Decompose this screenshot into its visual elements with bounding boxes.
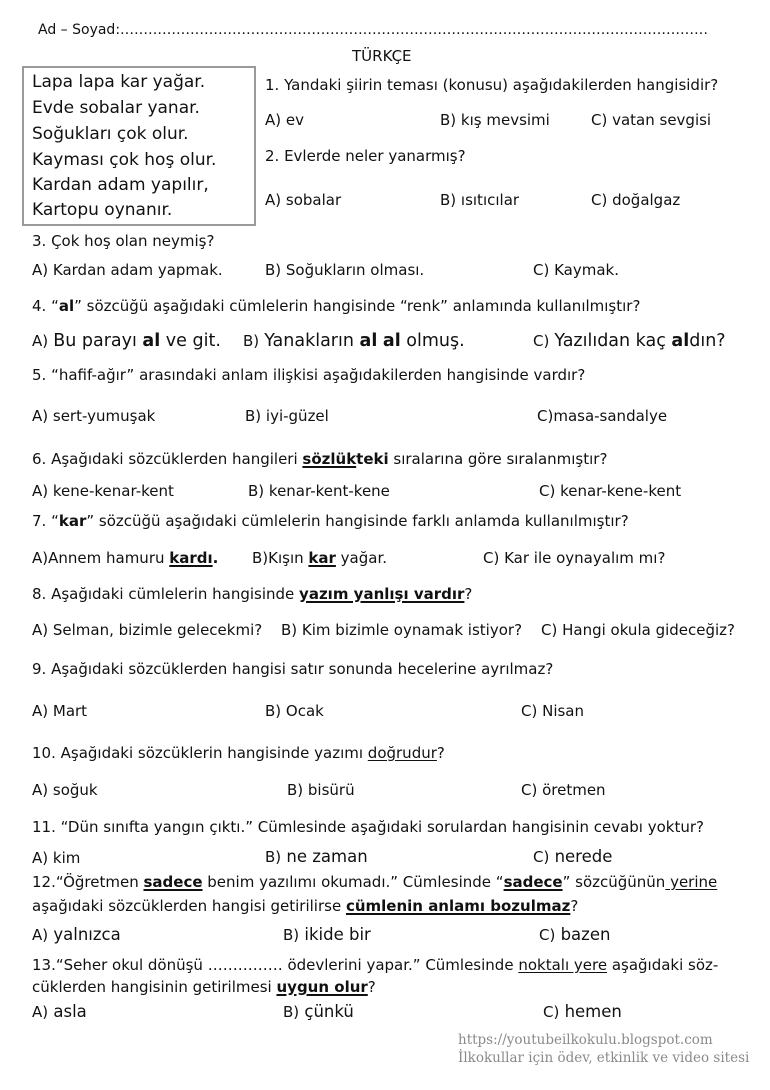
q4-option-a: A) Bu parayı al ve git. — [32, 331, 221, 351]
question-2: 2. Evlerde neler yanarmış? — [265, 147, 466, 165]
q10-option-b: B) bisürü — [287, 781, 355, 799]
q9-option-a: A) Mart — [32, 702, 88, 720]
q11-option-a: A) kim — [32, 849, 81, 867]
q3-option-a: A) Kardan adam yapmak. — [32, 261, 223, 279]
question-12-line-2: aşağıdaki sözcüklerden hangisi getirilirse cümlenin anlamı bozulmaz? — [32, 897, 579, 915]
q7-option-b: B)Kışın kar yağar. — [252, 549, 388, 567]
question-10: 10. Aşağıdaki sözcüklerin hangisinde yazımı doğrudur? — [32, 744, 445, 762]
q8-option-a: A) Selman, bizimle gelecekmi? — [32, 621, 263, 639]
q3-option-c: C) Kaymak. — [533, 261, 619, 279]
q1-option-a: A) ev — [265, 111, 304, 129]
poem-line: Lapa lapa kar yağar. — [32, 72, 206, 92]
q6-option-b: B) kenar-kent-kene — [248, 482, 390, 500]
q5-option-a: A) sert-yumuşak — [32, 407, 156, 425]
poem-line: Soğukları çok olur. — [32, 124, 189, 144]
name-field-label: Ad – Soyad:……………………………………………………………………………………………………………… — [38, 22, 709, 38]
q5-option-b: B) iyi-güzel — [245, 407, 329, 425]
poem-box — [22, 66, 256, 226]
question-12: 12.“Öğretmen sadece benim yazılımı okumadı.” Cümlesinde “sadece” sözcüğünün yerine — [32, 873, 718, 891]
q13-option-a: A) asla — [32, 1002, 87, 1021]
q12-option-b: B) ikide bir — [283, 925, 371, 944]
q1-option-b: B) kış mevsimi — [440, 111, 550, 129]
q13-option-c: C) hemen — [543, 1002, 622, 1021]
q8-option-b: B) Kim bizimle oynamak istiyor? — [281, 621, 523, 639]
question-5: 5. “hafif-ağır” arasındaki anlam ilişkisi aşağıdakilerden hangisinde vardır? — [32, 366, 586, 384]
question-9: 9. Aşağıdaki sözcüklerden hangisi satır sonunda hecelerine ayrılmaz? — [32, 660, 554, 678]
poem-line: Kartopu oynanır. — [32, 200, 173, 220]
q2-option-b: B) ısıtıcılar — [440, 191, 520, 209]
poem-line: Kardan adam yapılır, — [32, 175, 209, 195]
q6-option-a: A) kene-kenar-kent — [32, 482, 174, 500]
question-13: 13.“Seher okul dönüşü …………… ödevlerini yapar.” Cümlesinde noktalı yere aşağıdaki söz- — [32, 956, 719, 974]
page-title: TÜRKÇE — [352, 47, 412, 65]
q13-option-b: B) çünkü — [283, 1002, 354, 1021]
q10-option-c: C) öretmen — [521, 781, 606, 799]
q11-option-c: C) nerede — [533, 847, 613, 866]
q8-option-c: C) Hangi okula gideceğiz? — [541, 621, 736, 639]
q9-option-b: B) Ocak — [265, 702, 324, 720]
q4-option-b: B) Yanakların al al olmuş. — [243, 331, 465, 351]
q12-option-c: C) bazen — [539, 925, 611, 944]
q1-option-c: C) vatan sevgisi — [591, 111, 712, 129]
q7-option-a: A)Annem hamuru kardı. — [32, 549, 219, 567]
q11-option-b: B) ne zaman — [265, 847, 368, 866]
q2-option-a: A) sobalar — [265, 191, 342, 209]
q4-option-c: C) Yazılıdan kaç aldın? — [533, 331, 726, 351]
question-13-line-2: cüklerden hangisinin getirilmesi uygun olur? — [32, 978, 376, 996]
q7-option-c: C) Kar ile oynayalım mı? — [483, 549, 666, 567]
question-1: 1. Yandaki şiirin teması (konusu) aşağıdakilerden hangisidir? — [265, 76, 719, 94]
footer-url: https://youtubeilkokulu.blogspot.com — [458, 1032, 713, 1048]
q9-option-c: C) Nisan — [521, 702, 584, 720]
question-3: 3. Çok hoş olan neymiş? — [32, 232, 215, 250]
q3-option-b: B) Soğukların olması. — [265, 261, 425, 279]
question-6: 6. Aşağıdaki sözcüklerden hangileri sözlükteki sıralarına göre sıralanmıştır? — [32, 450, 608, 468]
footer-tagline: İlkokullar için ödev, etkinlik ve video sitesi — [458, 1050, 750, 1066]
q6-option-c: C) kenar-kene-kent — [539, 482, 682, 500]
question-8: 8. Aşağıdaki cümlelerin hangisinde yazım yanlışı vardır? — [32, 585, 473, 603]
q5-option-c: C)masa-sandalye — [537, 407, 668, 425]
poem-line: Evde sobalar yanar. — [32, 98, 200, 118]
question-11: 11. “Dün sınıfta yangın çıktı.” Cümlesinde aşağıdaki sorulardan hangisinin cevabı yoktur? — [32, 818, 704, 836]
q10-option-a: A) soğuk — [32, 781, 98, 799]
question-4: 4. “al” sözcüğü aşağıdaki cümlelerin hangisinde “renk” anlamında kullanılmıştır? — [32, 297, 641, 315]
poem-line: Kayması çok hoş olur. — [32, 150, 217, 170]
q12-option-a: A) yalnızca — [32, 925, 121, 944]
question-7: 7. “kar” sözcüğü aşağıdaki cümlelerin hangisinde farklı anlamda kullanılmıştır? — [32, 512, 629, 530]
q2-option-c: C) doğalgaz — [591, 191, 681, 209]
